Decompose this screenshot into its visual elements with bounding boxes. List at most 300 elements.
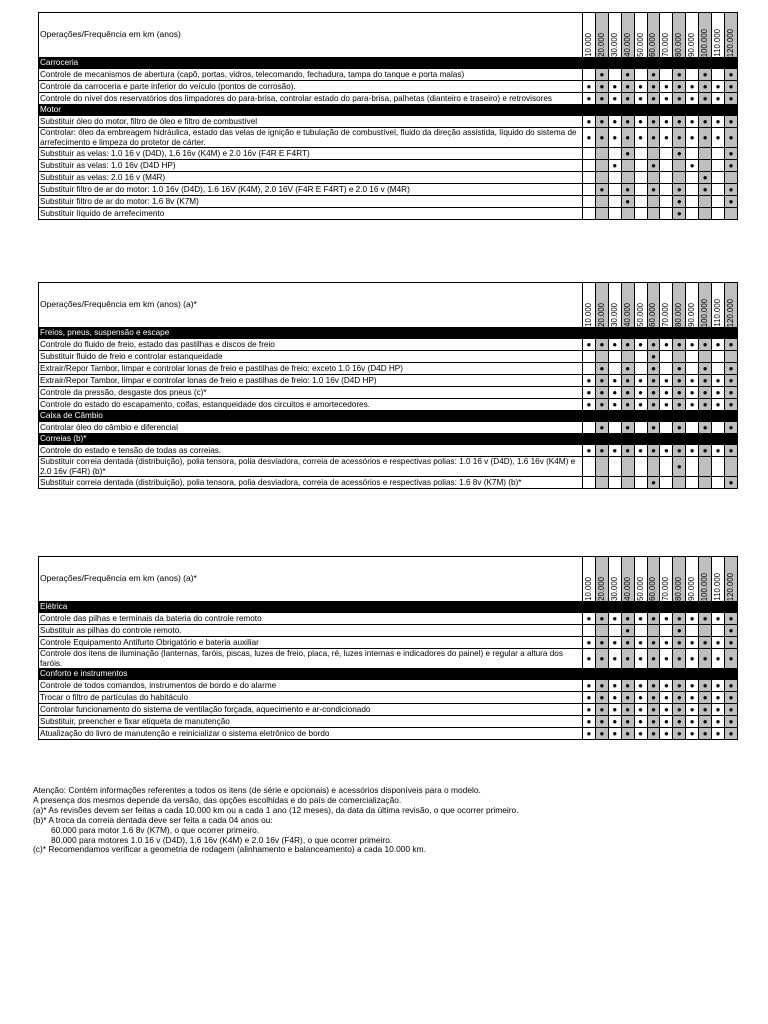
schedule-mark: ● [634, 399, 647, 411]
schedule-mark: ● [673, 93, 686, 105]
schedule-mark: ● [724, 399, 737, 411]
schedule-mark: ● [621, 680, 634, 692]
schedule-mark: ● [673, 339, 686, 351]
schedule-mark: ● [608, 680, 621, 692]
table-row [39, 422, 738, 434]
section-row [39, 328, 738, 339]
schedule-mark: ● [660, 649, 673, 669]
operation-label: Substituir óleo do motor, filtro de óleo e filtro de combustível [39, 116, 583, 128]
table-row [39, 375, 738, 387]
operation-label: Controle de todos comandos, instrumentos de bordo e do alarme [39, 680, 583, 692]
km-label: 120.000 [725, 572, 735, 601]
schedule-mark: ● [647, 81, 660, 93]
table-header-label: Operações/Frequência em km (anos) (a)* [39, 557, 583, 602]
schedule-empty [660, 172, 673, 184]
schedule-mark: ● [699, 704, 712, 716]
schedule-mark: ● [608, 613, 621, 625]
schedule-mark: ● [608, 445, 621, 457]
schedule-mark: ● [712, 375, 725, 387]
schedule-empty [634, 422, 647, 434]
schedule-empty [583, 160, 596, 172]
schedule-mark: ● [712, 716, 725, 728]
schedule-mark: ● [724, 363, 737, 375]
schedule-empty [647, 625, 660, 637]
km-column-header [673, 283, 686, 328]
km-label: 30.000 [609, 303, 619, 327]
schedule-mark: ● [699, 445, 712, 457]
schedule-mark: ● [673, 613, 686, 625]
schedule-empty [595, 208, 608, 220]
maintenance-table-1 [38, 12, 738, 220]
schedule-empty [583, 477, 596, 489]
schedule-mark: ● [583, 387, 596, 399]
schedule-mark: ● [712, 339, 725, 351]
schedule-mark: ● [712, 692, 725, 704]
schedule-mark: ● [583, 128, 596, 148]
schedule-mark: ● [595, 387, 608, 399]
km-column-header [621, 283, 634, 328]
schedule-mark: ● [647, 399, 660, 411]
schedule-empty [595, 457, 608, 477]
schedule-mark: ● [595, 637, 608, 649]
schedule-mark: ● [724, 69, 737, 81]
schedule-mark: ● [621, 148, 634, 160]
section-title: Elétrica [39, 602, 738, 613]
schedule-mark: ● [647, 692, 660, 704]
schedule-mark: ● [724, 477, 737, 489]
table-row [39, 116, 738, 128]
schedule-empty [608, 208, 621, 220]
schedule-mark: ● [673, 375, 686, 387]
schedule-empty [583, 422, 596, 434]
schedule-mark: ● [621, 728, 634, 740]
schedule-empty [583, 208, 596, 220]
schedule-empty [712, 422, 725, 434]
schedule-empty [660, 625, 673, 637]
schedule-mark: ● [686, 692, 699, 704]
section-title: Freios, pneus, suspensão e escape [39, 328, 738, 339]
schedule-mark: ● [660, 704, 673, 716]
schedule-empty [712, 196, 725, 208]
schedule-empty [608, 351, 621, 363]
schedule-mark: ● [621, 387, 634, 399]
schedule-mark: ● [724, 81, 737, 93]
schedule-empty [686, 363, 699, 375]
schedule-mark: ● [660, 116, 673, 128]
schedule-mark: ● [660, 728, 673, 740]
km-label: 110.000 [713, 299, 723, 327]
operation-label: Substituir correia dentada (distribuição), polia tensora, polia desviadora, correia de acessórios e respectivas polias: 1.6 8v (K7M) (b)* [39, 477, 583, 489]
operation-label: Substituir filtro de ar do motor: 1.0 16v (D4D), 1.6 16V (K4M), 2.0 16V (F4R E F4RT) e 2.0 16 v (M4R) [39, 184, 583, 196]
schedule-mark: ● [583, 728, 596, 740]
schedule-mark: ● [621, 375, 634, 387]
km-label: 60.000 [648, 577, 658, 601]
km-label: 120.000 [725, 298, 735, 327]
km-label: 20.000 [596, 577, 606, 601]
schedule-mark: ● [712, 128, 725, 148]
schedule-mark: ● [647, 363, 660, 375]
schedule-mark: ● [673, 692, 686, 704]
schedule-mark: ● [660, 387, 673, 399]
schedule-mark: ● [621, 81, 634, 93]
section-row [39, 669, 738, 680]
schedule-empty [660, 477, 673, 489]
schedule-mark: ● [583, 93, 596, 105]
schedule-mark: ● [724, 184, 737, 196]
km-column-header [724, 13, 737, 58]
schedule-mark: ● [621, 363, 634, 375]
operation-label: Substituir, preencher e fixar etiqueta de manutenção [39, 716, 583, 728]
operation-label: Controle das pilhas e terminais da bateria do controle remoto [39, 613, 583, 625]
schedule-mark: ● [647, 716, 660, 728]
schedule-empty [712, 457, 725, 477]
schedule-mark: ● [712, 81, 725, 93]
schedule-mark: ● [724, 637, 737, 649]
schedule-mark: ● [699, 387, 712, 399]
schedule-mark: ● [583, 637, 596, 649]
schedule-empty [660, 351, 673, 363]
km-column-header [699, 557, 712, 602]
schedule-empty [724, 208, 737, 220]
table-row [39, 637, 738, 649]
schedule-mark: ● [699, 716, 712, 728]
operation-label: Controle da carroceria e parte inferior do veículo (pontos de corrosão). [39, 81, 583, 93]
schedule-empty [673, 477, 686, 489]
km-column-header [608, 557, 621, 602]
operation-label: Substituir as velas: 1.0 16 v (D4D), 1.6 16v (K4M) e 2.0 16v (F4R E F4RT) [39, 148, 583, 160]
schedule-mark: ● [724, 716, 737, 728]
schedule-mark: ● [647, 649, 660, 669]
schedule-mark: ● [647, 93, 660, 105]
note-a: (a)* As revisões devem ser feitas a cada 10.000 km ou a cada 1 ano (12 meses), da data da última revisão, o que ocorrer primeiro. [33, 804, 519, 815]
km-label: 100.000 [700, 28, 710, 57]
schedule-mark: ● [660, 692, 673, 704]
schedule-mark: ● [621, 704, 634, 716]
operation-label: Extrair/Repor Tambor, limpar e controlar lonas de freio e pastilhas de freio: exceto 1.0 16v (D4D HP) [39, 363, 583, 375]
km-label: 30.000 [609, 577, 619, 601]
schedule-empty [712, 184, 725, 196]
operation-label: Controle Equipamento Antifurto Obrigatório e bateria auxiliar [39, 637, 583, 649]
schedule-mark: ● [621, 93, 634, 105]
schedule-empty [699, 208, 712, 220]
km-column-header [634, 13, 647, 58]
schedule-mark: ● [583, 649, 596, 669]
schedule-mark: ● [699, 339, 712, 351]
schedule-mark: ● [647, 613, 660, 625]
schedule-mark: ● [595, 184, 608, 196]
schedule-mark: ● [724, 680, 737, 692]
schedule-empty [608, 148, 621, 160]
schedule-empty [647, 196, 660, 208]
schedule-mark: ● [686, 160, 699, 172]
schedule-empty [595, 196, 608, 208]
km-label: 110.000 [713, 573, 723, 601]
schedule-mark: ● [647, 637, 660, 649]
schedule-mark: ● [673, 69, 686, 81]
km-column-header [686, 283, 699, 328]
schedule-empty [647, 172, 660, 184]
km-column-header [621, 557, 634, 602]
schedule-mark: ● [686, 93, 699, 105]
table-row [39, 613, 738, 625]
schedule-mark: ● [621, 649, 634, 669]
schedule-mark: ● [647, 680, 660, 692]
schedule-mark: ● [608, 339, 621, 351]
schedule-mark: ● [595, 422, 608, 434]
schedule-empty [595, 160, 608, 172]
schedule-empty [634, 148, 647, 160]
schedule-mark: ● [647, 728, 660, 740]
schedule-empty [647, 208, 660, 220]
schedule-mark: ● [673, 704, 686, 716]
schedule-empty [608, 363, 621, 375]
operation-label: Controle do estado e tensão de todas as correias. [39, 445, 583, 457]
schedule-mark: ● [583, 339, 596, 351]
schedule-mark: ● [634, 339, 647, 351]
schedule-mark: ● [583, 116, 596, 128]
schedule-empty [595, 477, 608, 489]
schedule-mark: ● [712, 116, 725, 128]
km-label: 70.000 [661, 33, 671, 57]
schedule-empty [608, 172, 621, 184]
operation-label: Controlar: óleo da embreagem hidráulica, estado das velas de ignição e tubulação de combustível, fluido da direção assistida, líquido do sistema de arrefecimento e limpeza do protetor de cárter. [39, 128, 583, 148]
table-row [39, 208, 738, 220]
km-column-header [634, 557, 647, 602]
schedule-mark: ● [673, 148, 686, 160]
schedule-mark: ● [724, 422, 737, 434]
schedule-empty [712, 351, 725, 363]
schedule-mark: ● [699, 128, 712, 148]
schedule-mark: ● [647, 387, 660, 399]
km-column-header [712, 13, 725, 58]
schedule-empty [712, 625, 725, 637]
schedule-mark: ● [647, 422, 660, 434]
schedule-mark: ● [595, 399, 608, 411]
schedule-empty [712, 148, 725, 160]
footnotes [33, 786, 733, 855]
note-c: (c)* Recomendamos verificar a geometria de rodagem (alinhamento e balanceamento) a cada 10.000 km. [33, 844, 426, 855]
schedule-mark: ● [724, 128, 737, 148]
table-header-label: Operações/Frequência em km (anos) [39, 13, 583, 58]
schedule-mark: ● [608, 116, 621, 128]
km-column-header [673, 13, 686, 58]
schedule-empty [595, 625, 608, 637]
section-title: Caixa de Câmbio [39, 411, 738, 422]
schedule-empty [660, 69, 673, 81]
schedule-mark: ● [634, 375, 647, 387]
km-label: 20.000 [596, 303, 606, 327]
schedule-empty [647, 148, 660, 160]
schedule-empty [686, 477, 699, 489]
schedule-empty [660, 160, 673, 172]
section-title: Carroceria [39, 58, 738, 69]
schedule-mark: ● [608, 637, 621, 649]
schedule-mark: ● [673, 116, 686, 128]
schedule-mark: ● [724, 116, 737, 128]
operation-label: Atualização do livro de manutenção e reinicializar o sistema eletrônico de bordo [39, 728, 583, 740]
schedule-mark: ● [608, 93, 621, 105]
schedule-empty [583, 148, 596, 160]
schedule-mark: ● [608, 716, 621, 728]
schedule-mark: ● [699, 422, 712, 434]
km-label: 90.000 [687, 303, 697, 327]
note-b: (b)* A troca da correia dentada deve ser feita a cada 04 anos ou: [33, 814, 273, 825]
schedule-mark: ● [686, 680, 699, 692]
km-column-header [608, 13, 621, 58]
operation-label: Substituir as pilhas do controle remoto. [39, 625, 583, 637]
schedule-mark: ● [634, 680, 647, 692]
schedule-empty [608, 477, 621, 489]
operation-label: Substituir as velas: 2.0 16 v (M4R) [39, 172, 583, 184]
schedule-empty [712, 208, 725, 220]
km-label: 60.000 [648, 33, 658, 57]
schedule-empty [634, 69, 647, 81]
schedule-mark: ● [712, 704, 725, 716]
schedule-mark: ● [647, 69, 660, 81]
schedule-empty [583, 363, 596, 375]
km-label: 70.000 [661, 577, 671, 601]
schedule-empty [699, 457, 712, 477]
schedule-mark: ● [724, 148, 737, 160]
schedule-empty [634, 196, 647, 208]
schedule-mark: ● [673, 81, 686, 93]
schedule-mark: ● [647, 128, 660, 148]
schedule-empty [660, 196, 673, 208]
schedule-mark: ● [673, 649, 686, 669]
schedule-mark: ● [724, 339, 737, 351]
schedule-mark: ● [647, 704, 660, 716]
km-label: 100.000 [700, 298, 710, 327]
schedule-empty [699, 148, 712, 160]
table-row [39, 172, 738, 184]
schedule-mark: ● [647, 160, 660, 172]
schedule-mark: ● [647, 184, 660, 196]
operation-label: Controle do fluido de freio, estado das pastilhas e discos de freio [39, 339, 583, 351]
km-column-header [595, 283, 608, 328]
schedule-mark: ● [660, 81, 673, 93]
schedule-mark: ● [673, 625, 686, 637]
schedule-mark: ● [660, 637, 673, 649]
schedule-mark: ● [647, 477, 660, 489]
schedule-mark: ● [621, 116, 634, 128]
schedule-empty [724, 351, 737, 363]
operation-label: Substituir fluido de freio e controlar estanqueidade [39, 351, 583, 363]
km-column-header [634, 283, 647, 328]
km-column-header [647, 283, 660, 328]
section-row [39, 58, 738, 69]
operation-label: Substituir filtro de ar do motor: 1.6 8v (K7M) [39, 196, 583, 208]
schedule-mark: ● [712, 728, 725, 740]
schedule-empty [595, 351, 608, 363]
schedule-mark: ● [686, 716, 699, 728]
km-label: 80.000 [674, 33, 684, 57]
operation-label: Controlar óleo do câmbio e diferencial [39, 422, 583, 434]
schedule-empty [583, 184, 596, 196]
schedule-mark: ● [621, 339, 634, 351]
schedule-mark: ● [608, 649, 621, 669]
table-row [39, 93, 738, 105]
schedule-empty [621, 457, 634, 477]
schedule-mark: ● [699, 728, 712, 740]
schedule-mark: ● [673, 637, 686, 649]
schedule-empty [686, 148, 699, 160]
schedule-empty [660, 148, 673, 160]
section-row [39, 105, 738, 116]
schedule-mark: ● [673, 445, 686, 457]
schedule-mark: ● [712, 93, 725, 105]
table-row [39, 128, 738, 148]
table-row [39, 160, 738, 172]
km-column-header [673, 557, 686, 602]
schedule-mark: ● [583, 680, 596, 692]
schedule-mark: ● [621, 422, 634, 434]
table-row [39, 728, 738, 740]
schedule-mark: ● [673, 457, 686, 477]
schedule-mark: ● [647, 339, 660, 351]
schedule-mark: ● [647, 351, 660, 363]
schedule-mark: ● [634, 728, 647, 740]
schedule-empty [699, 351, 712, 363]
schedule-mark: ● [608, 704, 621, 716]
operation-label: Controle dos itens de iluminação (lanternas, faróis, piscas, luzes de freio, placa, ré, luzes internas e indicadores do painel) e regular a altura dos faróis. [39, 649, 583, 669]
table-header-label: Operações/Frequência em km (anos) (a)* [39, 283, 583, 328]
schedule-empty [621, 160, 634, 172]
note-presence: A presença dos mesmos depende da versão, das opções escolhidas e do país de comercialização. [33, 794, 402, 805]
table-row [39, 399, 738, 411]
schedule-mark: ● [660, 375, 673, 387]
schedule-mark: ● [699, 399, 712, 411]
schedule-mark: ● [583, 613, 596, 625]
schedule-mark: ● [699, 69, 712, 81]
schedule-mark: ● [724, 375, 737, 387]
table-row [39, 339, 738, 351]
km-column-header [686, 13, 699, 58]
schedule-mark: ● [595, 81, 608, 93]
schedule-empty [608, 196, 621, 208]
schedule-empty [583, 457, 596, 477]
schedule-empty [686, 625, 699, 637]
schedule-mark: ● [686, 128, 699, 148]
schedule-mark: ● [621, 196, 634, 208]
schedule-empty [634, 208, 647, 220]
km-label: 110.000 [713, 29, 723, 57]
km-label: 10.000 [583, 303, 593, 327]
schedule-mark: ● [712, 399, 725, 411]
schedule-empty [621, 172, 634, 184]
schedule-empty [660, 184, 673, 196]
schedule-mark: ● [686, 339, 699, 351]
schedule-empty [686, 172, 699, 184]
schedule-empty [621, 208, 634, 220]
operation-label: Substituir correia dentada (distribuição), polia tensora, polia desviadora, correia de acessórios e respectivas polias: 1.0 16 v (D4D), 1.6 16v (K4M) e 2.0 16v (F4R) (b)* [39, 457, 583, 477]
schedule-mark: ● [699, 692, 712, 704]
schedule-empty [673, 172, 686, 184]
schedule-mark: ● [621, 445, 634, 457]
schedule-mark: ● [686, 81, 699, 93]
schedule-mark: ● [712, 680, 725, 692]
schedule-mark: ● [673, 422, 686, 434]
schedule-mark: ● [595, 704, 608, 716]
schedule-mark: ● [686, 399, 699, 411]
schedule-mark: ● [634, 116, 647, 128]
schedule-empty [583, 172, 596, 184]
table-row [39, 184, 738, 196]
schedule-empty [634, 351, 647, 363]
schedule-empty [608, 625, 621, 637]
schedule-empty [595, 172, 608, 184]
schedule-empty [686, 422, 699, 434]
schedule-mark: ● [699, 81, 712, 93]
